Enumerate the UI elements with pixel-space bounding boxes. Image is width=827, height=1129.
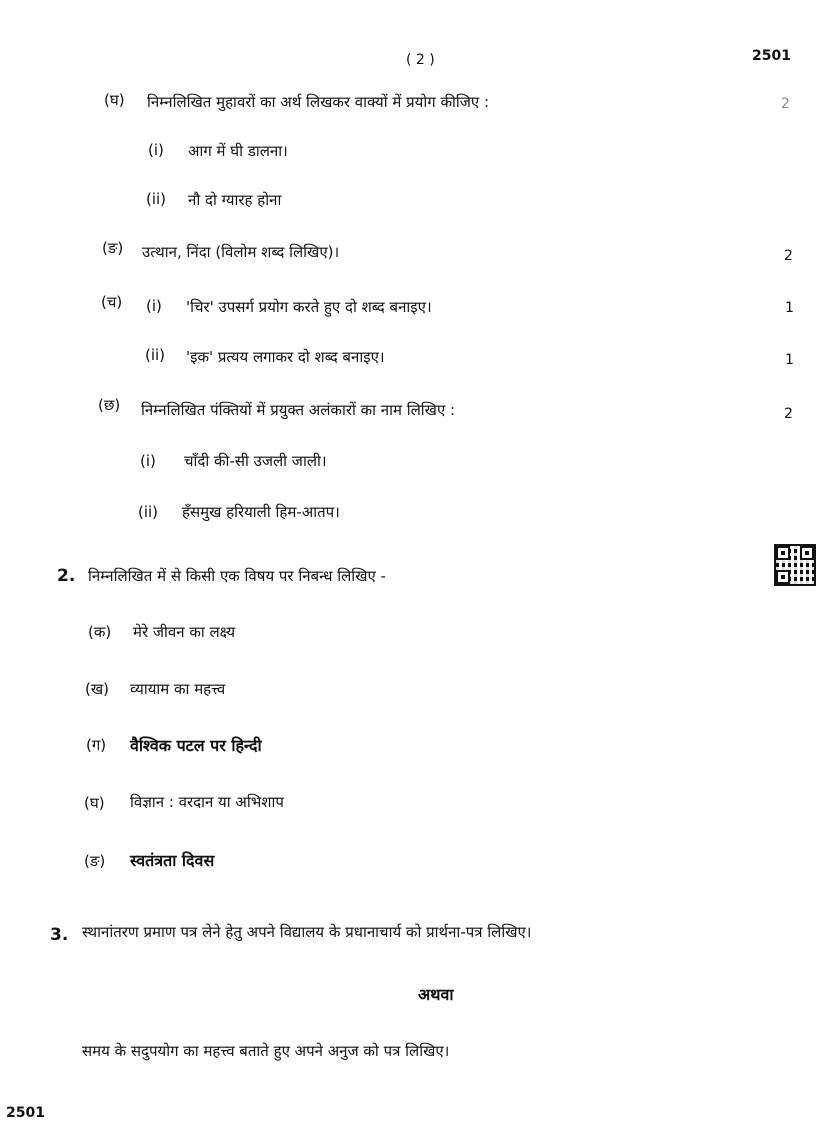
q1-part-nga-text: उत्थान, निंदा (विलोम शब्द लिखिए)। <box>142 243 340 261</box>
q1-gha-item-2-label: (ii) <box>146 190 167 208</box>
q1-part-chha-marks: 2 <box>784 406 793 422</box>
q2-text: निम्नलिखित में से किसी एक विषय पर निबन्ध लिखिए - <box>88 567 386 585</box>
q1-part-gha-label: (घ) <box>104 91 125 109</box>
q1-part-nga-label: (ङ) <box>102 239 124 257</box>
q2-topic-5-text: स्वतंत्रता दिवस <box>130 851 215 870</box>
qr-code-icon <box>776 546 814 584</box>
q2-number: 2. <box>57 566 76 586</box>
q1-gha-item-1-text: आग में घी डालना। <box>188 142 288 160</box>
q2-topic-3-text: वैश्विक पटल पर हिन्दी <box>130 736 262 755</box>
q2-topic-4-text: विज्ञान : वरदान या अभिशाप <box>130 793 284 811</box>
q1-part-gha-marks: 2 <box>781 96 790 112</box>
q1-part-gha-text: निम्नलिखित मुहावरों का अर्थ लिखकर वाक्यों में प्रयोग कीजिए : <box>147 93 490 111</box>
q3-text: स्थानांतरण प्रमाण पत्र लेने हेतु अपने विद्यालय के प्रधानाचार्य को प्रार्थना-पत्र लिखिए। <box>82 923 532 941</box>
q1-cha-item-1-label: (i) <box>146 297 162 315</box>
q1-chha-item-2-label: (ii) <box>138 503 159 521</box>
q1-chha-item-1-label: (i) <box>140 452 156 470</box>
q1-cha-item-2-text: 'इक' प्रत्यय लगाकर दो शब्द बनाइए। <box>186 348 385 366</box>
q2-topic-4-label: (घ) <box>84 794 105 812</box>
q2-topic-1-label: (क) <box>88 623 112 641</box>
q3-number: 3. <box>50 925 69 945</box>
q1-part-chha-text: निम्नलिखित पंक्तियों में प्रयुक्त अलंकारों का नाम लिखिए : <box>141 401 456 419</box>
q2-topic-2-text: व्यायाम का महत्त्व <box>130 680 226 698</box>
q1-chha-item-2-text: हँसमुख हरियाली हिम-आतप। <box>182 503 340 521</box>
q1-part-cha-label: (च) <box>101 293 123 311</box>
q2-topic-2-label: (ख) <box>85 680 109 698</box>
q1-cha-item-2-label: (ii) <box>145 346 166 364</box>
paper-code-top: 2501 <box>752 48 791 64</box>
q1-gha-item-1-label: (i) <box>148 141 164 159</box>
q2-topic-5-label: (ङ) <box>84 852 106 870</box>
q1-cha-item-1-marks: 1 <box>785 300 794 316</box>
paper-code-bottom: 2501 <box>6 1105 45 1121</box>
q1-chha-item-1-text: चाँदी की-सी उजली जाली। <box>184 452 327 470</box>
page-number: ( 2 ) <box>406 52 435 68</box>
q1-cha-item-2-marks: 1 <box>785 352 794 368</box>
q1-part-nga-marks: 2 <box>784 248 793 264</box>
q1-cha-item-1-text: 'चिर' उपसर्ग प्रयोग करते हुए दो शब्द बनाइए। <box>186 298 432 316</box>
q2-topic-1-text: मेरे जीवन का लक्ष्य <box>133 623 236 641</box>
q1-part-chha-label: (छ) <box>98 396 121 414</box>
q3-or-label: अथवा <box>418 985 454 1004</box>
q2-topic-3-label: (ग) <box>86 736 107 754</box>
q3-alt-text: समय के सदुपयोग का महत्त्व बताते हुए अपने अनुज को पत्र लिखिए। <box>82 1042 450 1060</box>
q1-gha-item-2-text: नौ दो ग्यारह होना <box>188 191 282 209</box>
